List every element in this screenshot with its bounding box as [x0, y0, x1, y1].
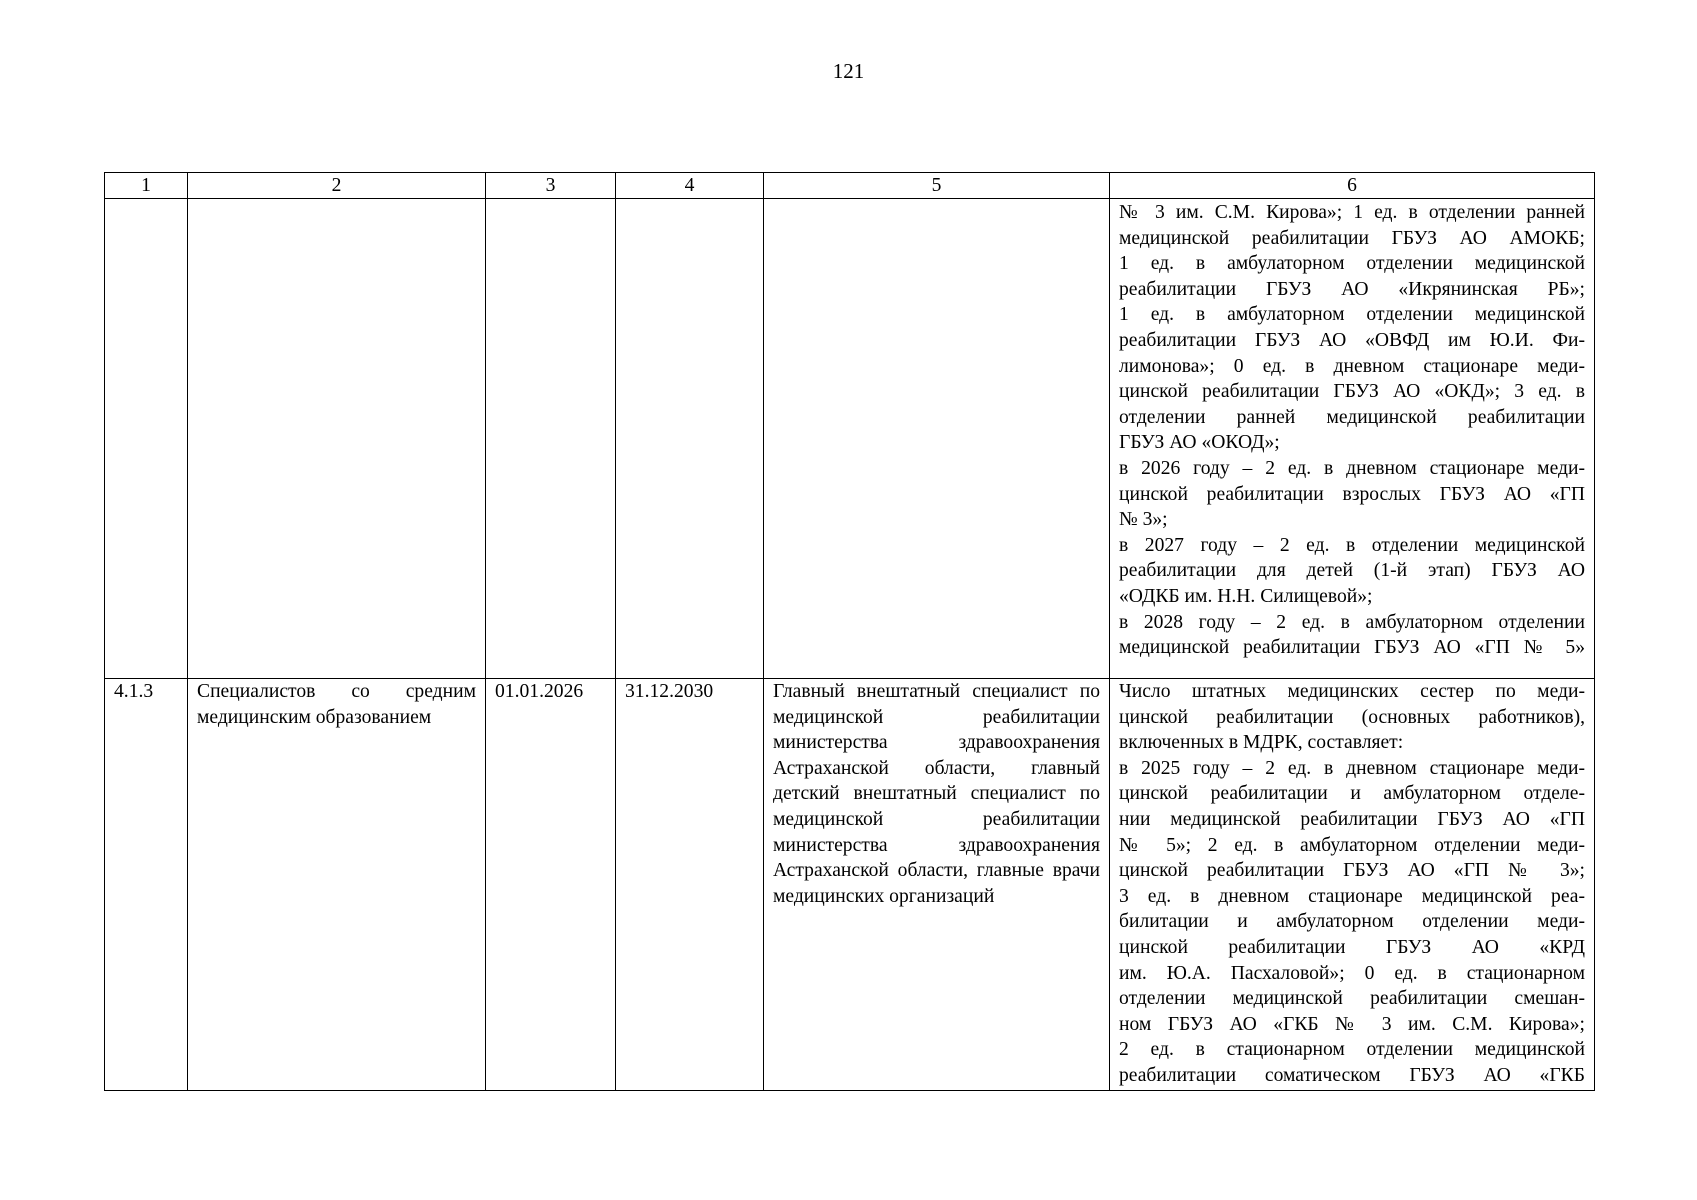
result-line: в 2026 году – 2 ед. в дневном стационаре меди- — [1119, 457, 1585, 479]
result-line: цинской реабилитации (основных работников), — [1119, 706, 1585, 728]
result-line: № 3 им. С.М. Кирова»; 1 ед. в отделении ранней — [1119, 202, 1585, 223]
result-line: ном ГБУЗ АО «ГКБ № 3 им. С.М. Кирова»; — [1119, 1013, 1585, 1035]
result-line: 3 ед. в дневном стационаре медицинской реа- — [1119, 885, 1585, 907]
table-row-4-1-3 — [105, 679, 1595, 1091]
header-col-6: 6 — [1110, 173, 1595, 199]
result-line: в 2025 году – 2 ед. в дневном стационаре меди- — [1119, 757, 1585, 779]
result-line: в 2028 году – 2 ед. в амбулаторном отделении — [1119, 611, 1585, 633]
result-line: № 3»; — [1119, 509, 1168, 531]
result-line: 1 ед. в амбулаторном отделении медицинской — [1119, 304, 1585, 326]
result-line: цинской реабилитации ГБУЗ АО «КРД — [1119, 936, 1585, 958]
cell-responsible: Главный внештатный специалист по медицинской реабилитации министерства здравоохранения Астраханской области, главный детский внештатный специалист по медицинской реабилитации министерства здравоохранения Астраханской области, главные врачи медицинских организаций — [764, 679, 1110, 1091]
cell-result — [1110, 679, 1595, 1091]
cell-number: 4.1.3 — [105, 679, 188, 1091]
header-col-2: 2 — [188, 173, 486, 199]
result-line: нии медицинской реабилитации ГБУЗ АО «ГП — [1119, 808, 1585, 830]
table-header-row — [105, 173, 1595, 199]
result-line: цинской реабилитации ГБУЗ АО «ОКД»; 3 ед. в — [1119, 381, 1585, 403]
result-line: в 2027 году – 2 ед. в отделении медицинской — [1119, 534, 1585, 556]
result-line: реабилитации соматическом ГБУЗ АО «ГКБ — [1119, 1064, 1585, 1086]
result-line: им. Ю.А. Пасхаловой»; 0 ед. в стационарном — [1119, 962, 1585, 984]
result-line: включенных в МДРК, составляет: — [1119, 732, 1404, 754]
program-table — [104, 172, 1595, 1091]
result-line: 1 ед. в амбулаторном отделении медицинской — [1119, 253, 1585, 275]
header-col-5: 5 — [764, 173, 1110, 199]
cont-cell-start — [486, 199, 616, 679]
header-col-1: 1 — [105, 173, 188, 199]
header-col-3: 3 — [486, 173, 616, 199]
cont-cell-result — [1110, 199, 1595, 679]
cont-cell-name — [188, 199, 486, 679]
result-line: реабилитации для детей (1-й этап) ГБУЗ АО — [1119, 560, 1585, 582]
result-line: билитации и амбулаторном отделении меди- — [1119, 911, 1585, 933]
result-line: цинской реабилитации ГБУЗ АО «ГП № 3»; — [1119, 860, 1585, 882]
cell-name: Специалистов со средним медицинским образованием — [188, 679, 486, 1091]
cell-end-date: 31.12.2030 — [616, 679, 764, 1091]
result-line: отделении ранней медицинской реабилитации — [1119, 406, 1585, 428]
table-row-continuation — [105, 199, 1595, 679]
cont-cell-end — [616, 199, 764, 679]
result-line: цинской реабилитации и амбулаторном отделе- — [1119, 783, 1585, 805]
result-line: медицинской реабилитации ГБУЗ АО «ГП № 5» — [1119, 637, 1585, 659]
result-line: реабилитации ГБУЗ АО «Икрянинская РБ»; — [1119, 278, 1585, 300]
cont-cell-number — [105, 199, 188, 679]
page-number: 121 — [832, 59, 865, 83]
result-line: реабилитации ГБУЗ АО «ОВФД им Ю.И. Фи- — [1119, 329, 1585, 351]
cont-cell-responsible — [764, 199, 1110, 679]
header-col-4: 4 — [616, 173, 764, 199]
result-line: отделении медицинской реабилитации смешан- — [1119, 988, 1585, 1010]
cell-start-date: 01.01.2026 — [486, 679, 616, 1091]
result-line: № 5»; 2 ед. в амбулаторном отделении меди- — [1119, 834, 1585, 856]
result-line: ГБУЗ АО «ОКОД»; — [1119, 432, 1280, 454]
result-line: 2 ед. в стационарном отделении медицинской — [1119, 1039, 1585, 1061]
result-line: Число штатных медицинских сестер по меди- — [1119, 681, 1585, 702]
result-line: «ОДКБ им. Н.Н. Силищевой»; — [1119, 585, 1373, 607]
result-line: медицинской реабилитации ГБУЗ АО АМОКБ; — [1119, 227, 1585, 249]
result-line: лимонова»; 0 ед. в дневном стационаре меди- — [1119, 355, 1585, 377]
result-line: цинской реабилитации взрослых ГБУЗ АО «ГП — [1119, 483, 1585, 505]
